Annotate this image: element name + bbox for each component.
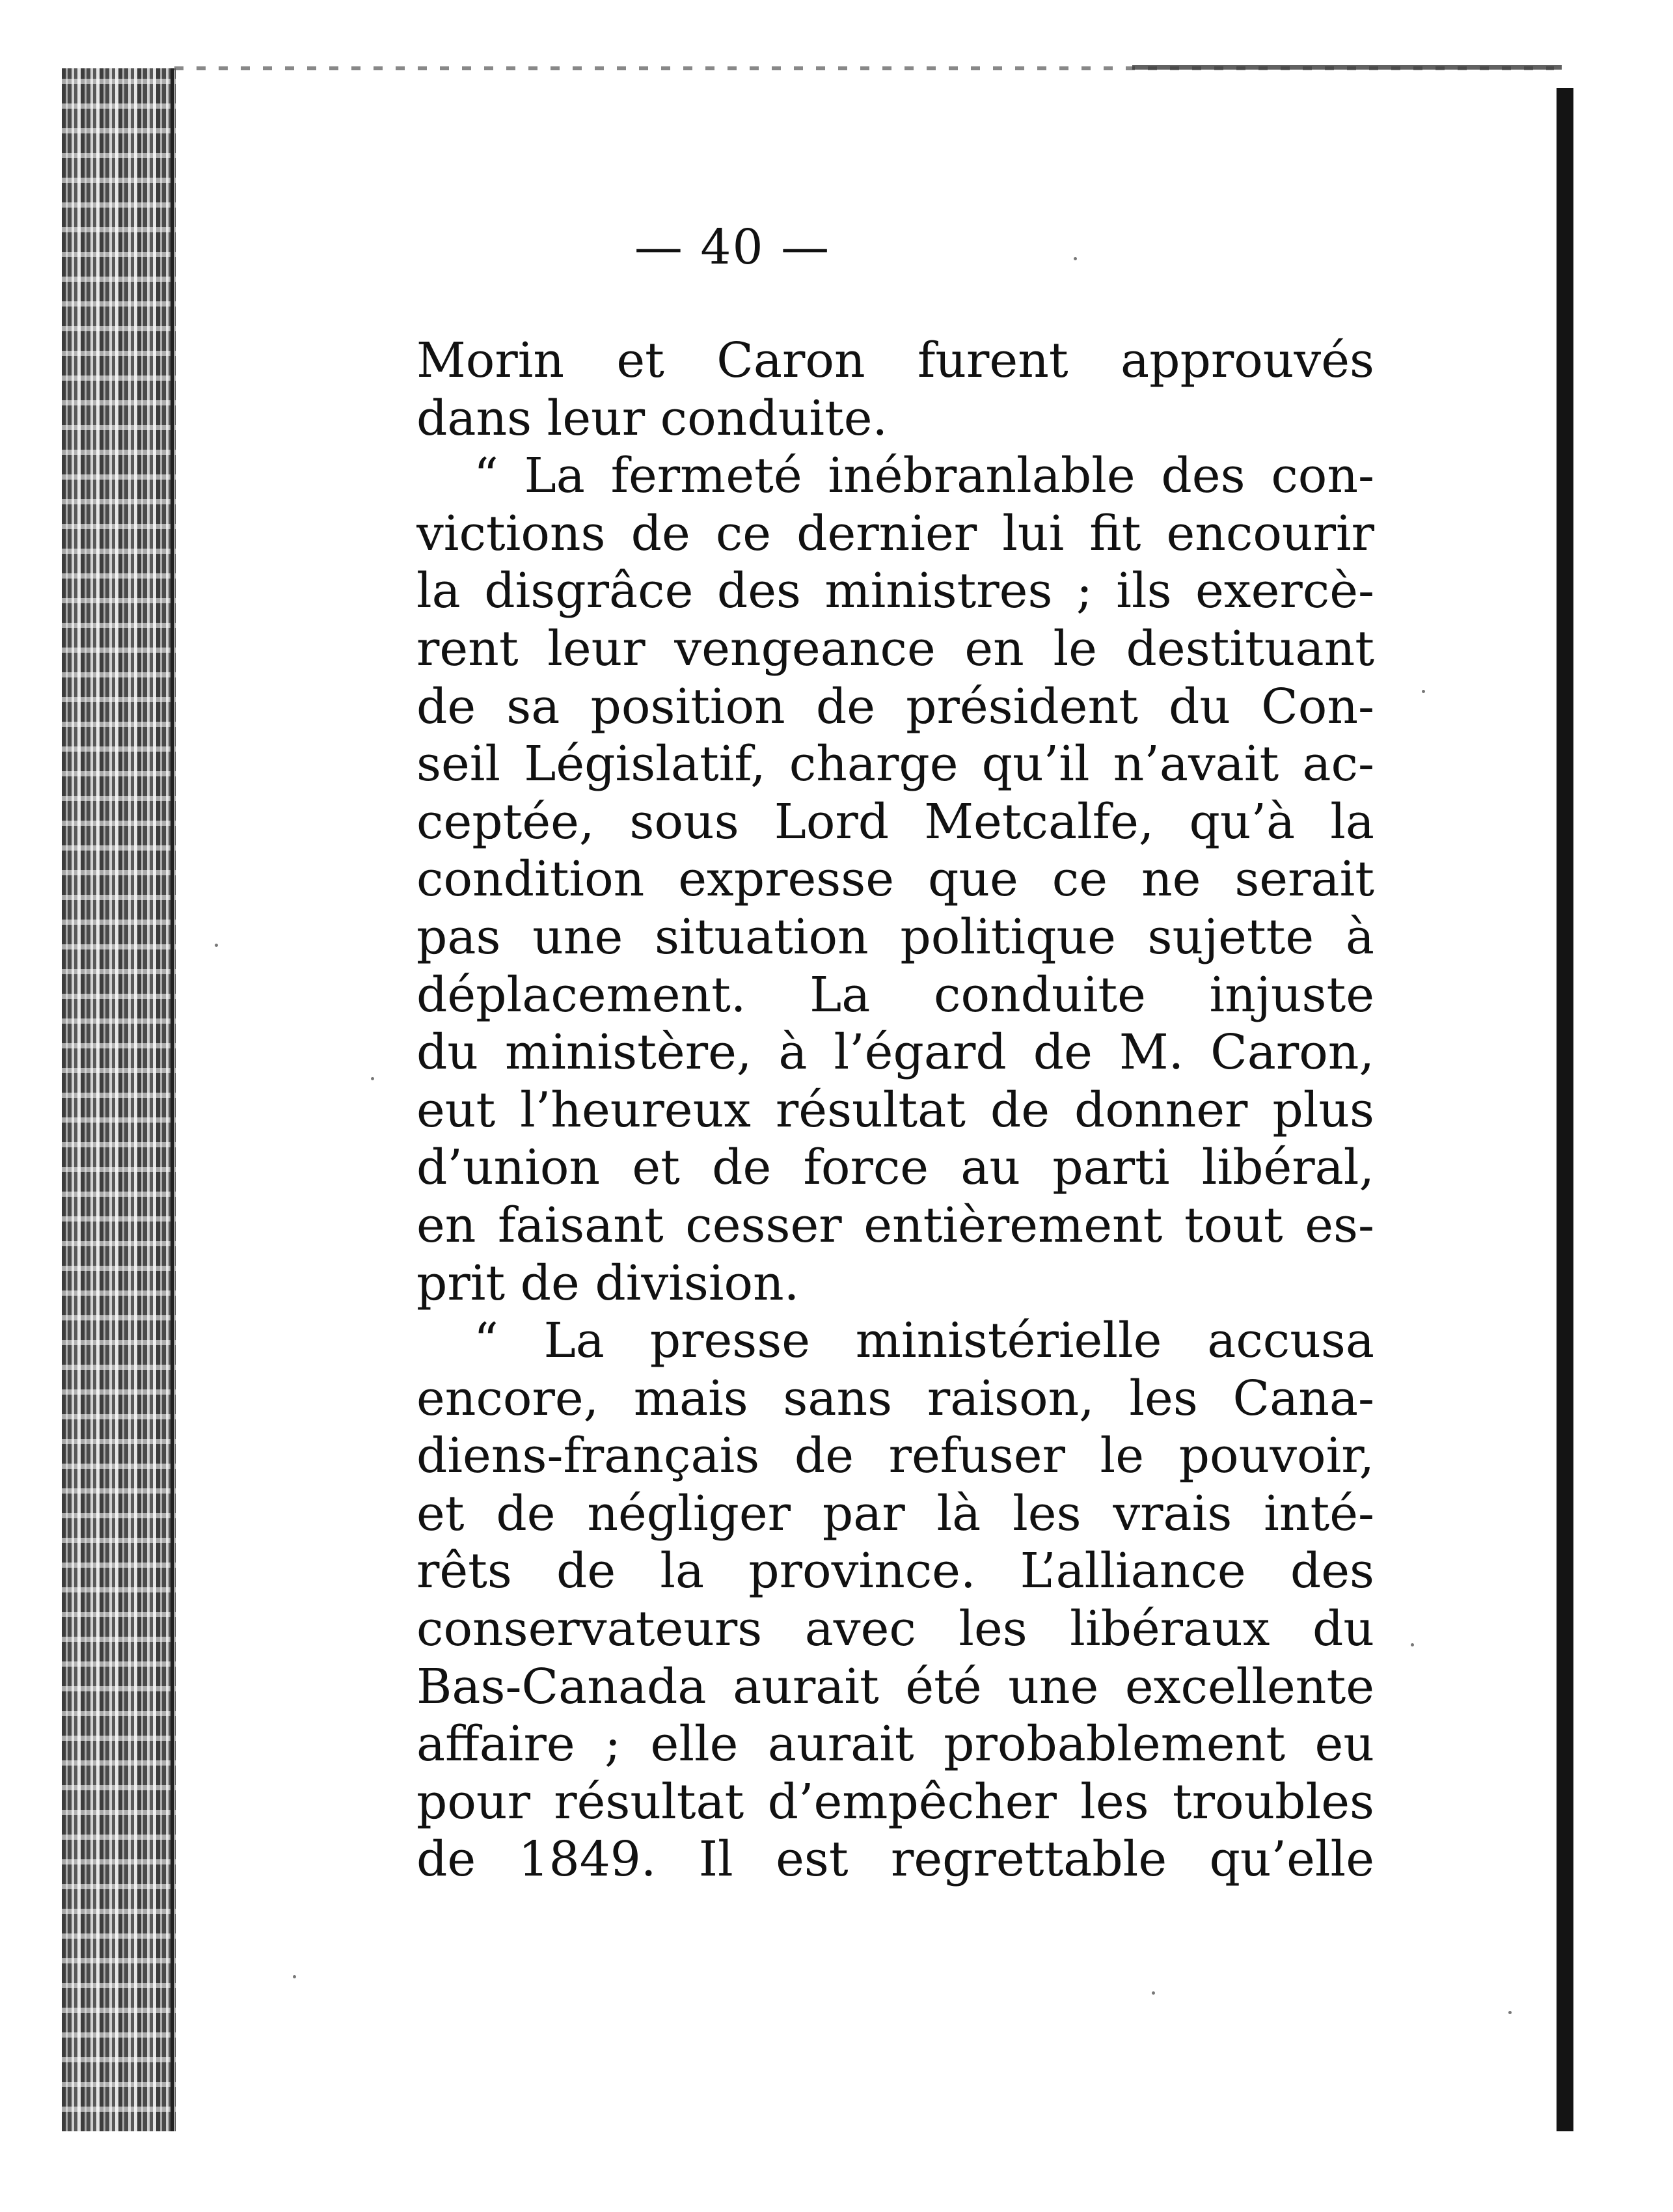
page-number: — 40 — — [634, 219, 831, 275]
text-line: Bas-Canada aurait été une excellente — [416, 1658, 1374, 1715]
text-line: d’union et de force au parti libéral, — [416, 1140, 1374, 1196]
text-line: rêts de la province. L’alliance des — [416, 1543, 1374, 1600]
right-page-edge — [1557, 88, 1573, 2131]
scan-speck — [1411, 1643, 1414, 1646]
text-line: encore, mais sans raison, les Cana- — [416, 1370, 1374, 1427]
text-line: eut l’heureux résultat de donner plus — [416, 1082, 1374, 1138]
text-line: condition expresse que ce ne serait — [416, 851, 1374, 908]
text-line: prit de division. — [416, 1255, 800, 1311]
text-line: conservateurs avec les libéraux du — [416, 1601, 1374, 1658]
scan-speck — [215, 944, 218, 947]
text-line: pour résultat d’empêcher les troubles — [416, 1773, 1374, 1830]
text-line: diens-français de refuser le pouvoir, — [416, 1428, 1374, 1484]
text-line: “ La presse ministérielle accusa — [474, 1313, 1374, 1369]
text-line: la disgrâce des ministres ; ils exercè- — [416, 563, 1374, 620]
binding-inner-edge — [170, 68, 174, 2131]
text-line: rent leur vengeance en le destituant — [416, 620, 1374, 677]
text-line: “ La fermeté inébranlable des con- — [474, 448, 1374, 504]
text-line: en faisant cesser entièrement tout es- — [416, 1197, 1374, 1253]
scan-speck — [1074, 257, 1077, 260]
binding-noise — [62, 68, 176, 2131]
text-line: pas une situation politique sujette à — [416, 908, 1374, 965]
text-line: de sa position de président du Con- — [416, 678, 1374, 735]
scan-speck — [1422, 690, 1425, 693]
body-text — [416, 332, 1374, 1889]
text-line: seil Législatif, charge qu’il n’avait ac- — [416, 736, 1374, 793]
text-line: du ministère, à l’égard de M. Caron, — [416, 1024, 1374, 1081]
scan-speck — [293, 1975, 296, 1978]
top-page-edge-right — [1132, 65, 1562, 70]
text-line: déplacement. La conduite injuste — [416, 966, 1374, 1023]
text-line: Morin et Caron furent approuvés — [416, 333, 1374, 389]
text-line: dans leur conduite. — [416, 390, 888, 446]
text-line: de 1849. Il est regrettable qu’elle — [416, 1831, 1374, 1888]
scan-speck — [1508, 2011, 1512, 2014]
text-line: et de négliger par là les vrais inté- — [416, 1485, 1374, 1542]
scan-speck — [371, 1077, 374, 1080]
text-line: ceptée, sous Lord Metcalfe, qu’à la — [416, 793, 1374, 850]
text-line: affaire ; elle aurait probablement eu — [416, 1716, 1374, 1773]
scan-speck — [1152, 1991, 1155, 1995]
text-line: victions de ce dernier lui fit encourir — [416, 505, 1374, 562]
